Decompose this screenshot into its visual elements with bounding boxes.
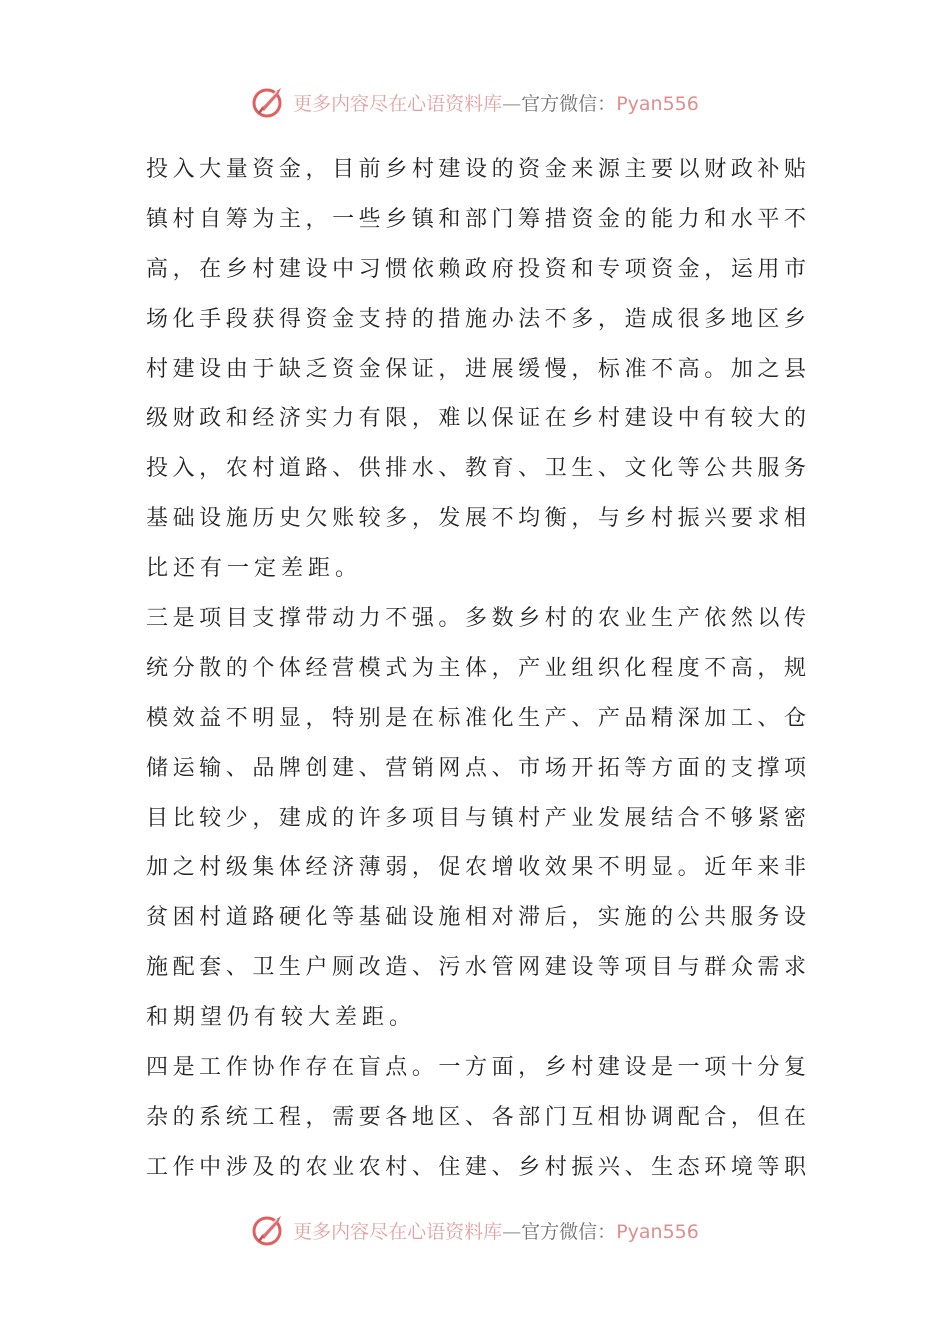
footer-wechat-label: 官方微信： <box>521 1220 617 1243</box>
header-banner-text <box>293 89 699 116</box>
text-line: 贫困村道路硬化等基础设施相对滞后，实施的公共服务设 <box>146 905 806 931</box>
text-line: 模效益不明显，特别是在标准化生产、产品精深加工、仓 <box>146 705 806 731</box>
text-line: 杂的系统工程，需要各地区、各部门互相协调配合，但在 <box>146 1104 806 1130</box>
text-line: 施配套、卫生户厕改造、污水管网建设等项目与群众需求 <box>146 955 806 981</box>
footer-banner-main: 更多内容尽在心语资料库 <box>293 1220 503 1243</box>
header-banner <box>0 80 950 124</box>
header-banner-separator: — <box>502 92 522 115</box>
text-line: 和期望仍有较大差距。 <box>146 1005 417 1031</box>
document-body <box>146 145 806 1193</box>
text-line: 四是工作协作存在盲点。一方面，乡村建设是一项十分复 <box>146 1055 806 1081</box>
footer-banner <box>0 1208 950 1252</box>
text-line: 统分散的个体经营模式为主体，产业组织化程度不高，规 <box>146 655 806 681</box>
header-banner-main: 更多内容尽在心语资料库 <box>293 92 503 115</box>
quill-logo-icon <box>251 84 287 120</box>
text-line: 工作中涉及的农业农村、住建、乡村振兴、生态环境等职 <box>146 1154 806 1180</box>
text-line: 高，在乡村建设中习惯依赖政府投资和专项资金，运用市 <box>146 256 806 282</box>
text-line: 比还有一定差距。 <box>146 556 363 582</box>
footer-banner-text <box>293 1217 699 1244</box>
footer-banner-separator: — <box>502 1220 522 1243</box>
text-line: 村建设由于缺乏资金保证，进展缓慢，标准不高。加之县 <box>146 356 806 382</box>
text-line: 场化手段获得资金支持的措施办法不多，造成很多地区乡 <box>146 306 806 332</box>
text-line: 目比较少，建成的许多项目与镇村产业发展结合不够紧密 <box>146 805 806 831</box>
text-line: 级财政和经济实力有限，难以保证在乡村建设中有较大的 <box>146 406 806 432</box>
text-line: 基础设施历史欠账较多，发展不均衡，与乡村振兴要求相 <box>146 506 806 532</box>
text-line: 三是项目支撑带动力不强。多数乡村的农业生产依然以传 <box>146 606 806 632</box>
text-line: 投入，农村道路、供排水、教育、卫生、文化等公共服务 <box>146 456 806 482</box>
header-wechat-id: Pyan556 <box>616 92 699 115</box>
text-line: 镇村自筹为主，一些乡镇和部门筹措资金的能力和水平不 <box>146 206 806 232</box>
footer-wechat-id: Pyan556 <box>616 1220 699 1243</box>
text-line: 储运输、品牌创建、营销网点、市场开拓等方面的支撑项 <box>146 755 806 781</box>
header-wechat-label: 官方微信： <box>521 92 617 115</box>
text-line: 加之村级集体经济薄弱，促农增收效果不明显。近年来非 <box>146 855 806 881</box>
text-line: 投入大量资金，目前乡村建设的资金来源主要以财政补贴 <box>146 157 806 182</box>
quill-logo-icon <box>251 1212 287 1248</box>
